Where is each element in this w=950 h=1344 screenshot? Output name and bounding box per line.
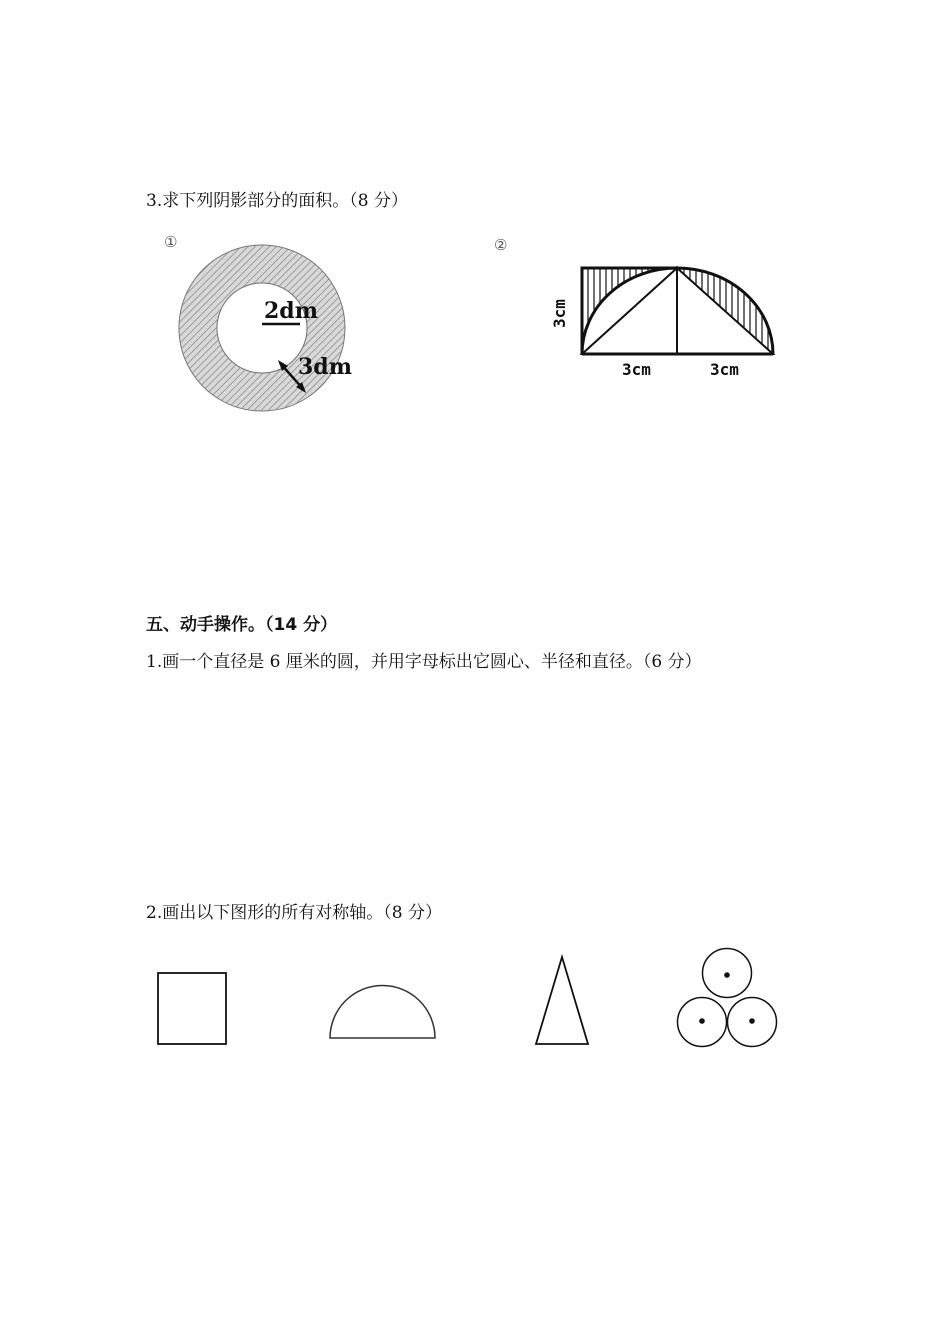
symmetry-shapes [0,940,950,1060]
right-base-label: 3cm [710,360,739,379]
bottom-right-center-dot [749,1018,755,1024]
question-5-1-text: 1.画一个直径是 6 厘米的圆，并用字母标出它圆心、半径和直径。（6 分） [146,652,702,672]
question-5-2-text: 2.画出以下图形的所有对称轴。（8 分） [146,903,442,923]
isosceles-triangle-shape [536,957,588,1044]
quarter-circle-figure [490,228,790,388]
height-label: 3cm [550,299,569,328]
ring-width-label: 3dm [298,354,352,380]
bottom-left-center-dot [699,1018,705,1024]
inner-circle [217,283,307,373]
three-circles-shape [678,949,777,1047]
square-shape [158,973,226,1044]
inner-radius-label: 2dm [264,298,318,324]
question-3-text: 3.求下列阴影部分的面积。（8 分） [146,191,408,211]
semicircle-shape [330,986,435,1038]
left-base-label: 3cm [622,360,651,379]
section-5-heading: 五、动手操作。（14 分） [146,615,338,635]
top-circle-center-dot [724,972,730,978]
figure-2-number: ② [494,236,508,254]
annulus-figure [160,228,360,418]
figure-1-number: ① [164,233,178,251]
